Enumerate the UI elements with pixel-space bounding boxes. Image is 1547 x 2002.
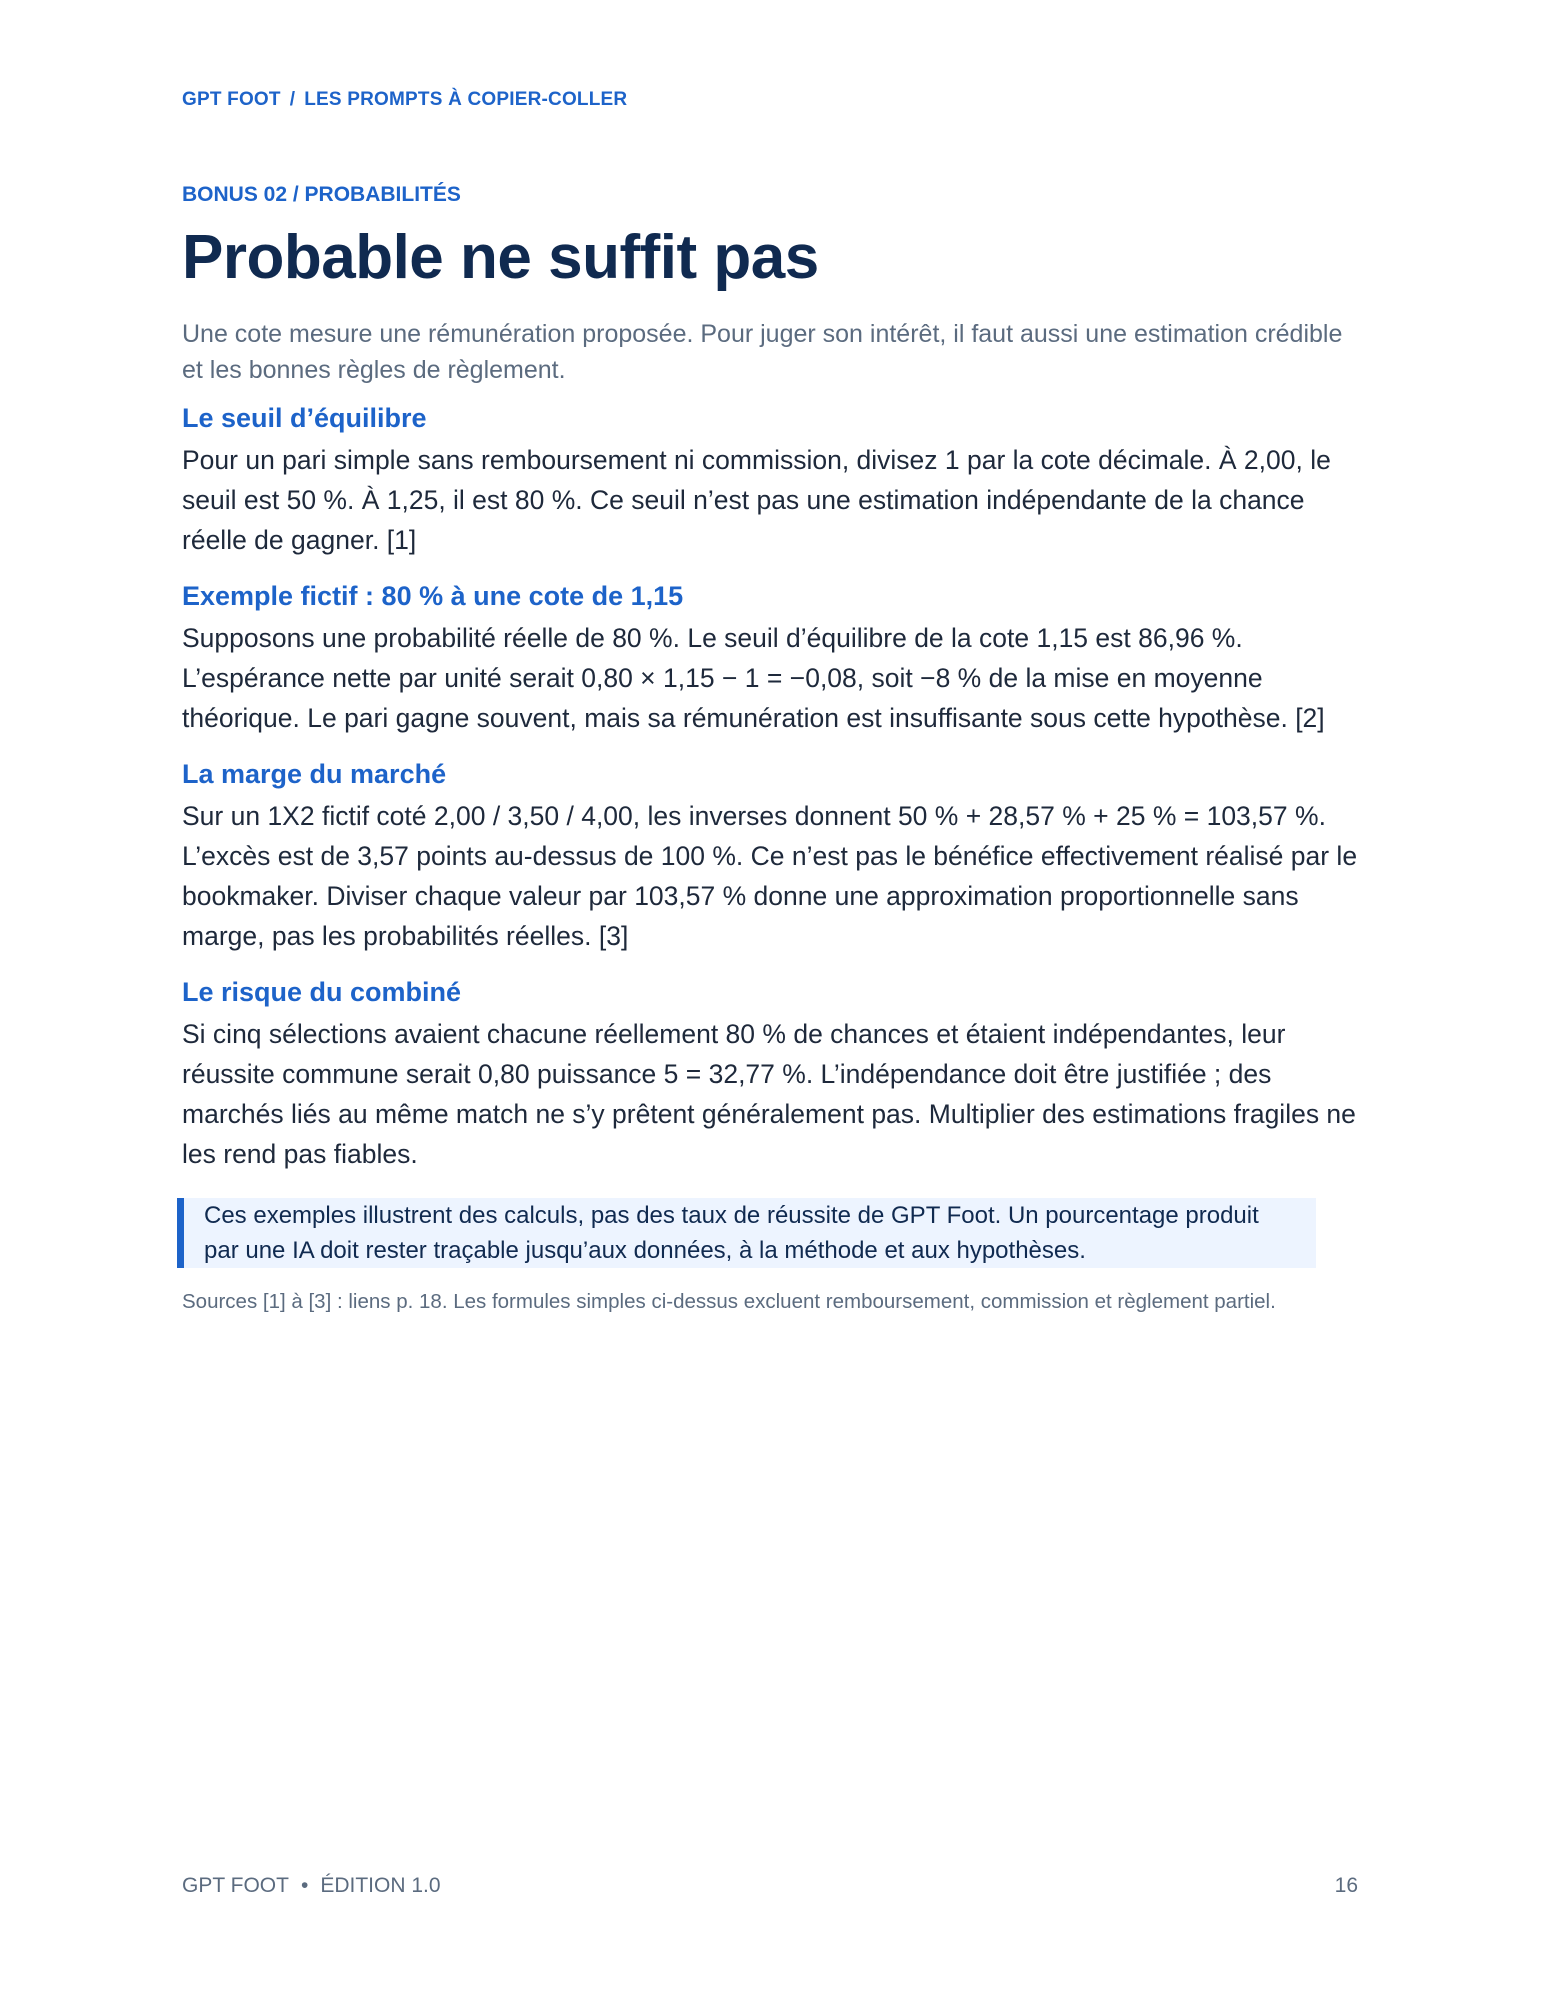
document-page (182, 0, 1362, 2002)
sources-note: Sources [1] à [3] : liens p. 18. Les formules simples ci-dessus excluent remboursement, commission et règlement partiel. (182, 1290, 1276, 1313)
breadcrumb-item: LES PROMPTS À COPIER-COLLER (304, 89, 628, 110)
breadcrumb-item: GPT FOOT (182, 89, 281, 110)
footer-edition (182, 1874, 441, 1898)
section-fictional-example (182, 578, 1362, 738)
section-heading: Le seuil d’équilibre (182, 403, 427, 433)
section-body: Si cinq sélections avaient chacune réellement 80 % de chances et étaient indépendantes, leur réussite commune serait 0,80 puissance 5 = 32,77 %. L’indépendance doit être justifiée ; des marchés liés au même match ne s’y prêtent généralement pas. Multiplier des estimations fragiles ne les rend pas fiables. (182, 1019, 1356, 1169)
footer-brand: GPT FOOT (182, 1874, 289, 1897)
section-body: Pour un pari simple sans remboursement ni commission, divisez 1 par la cote décimale. À 2,00, le seuil est 50 %. À 1,25, il est 80 %. Ce seuil n’est pas une estimation indépendante de la chance réelle de gagner. [1] (182, 445, 1331, 555)
callout-box (177, 1198, 1316, 1268)
page-title: Probable ne suffit pas (182, 223, 819, 292)
section-heading: La marge du marché (182, 759, 447, 789)
breadcrumb-separator: / (289, 89, 296, 110)
page-footer (182, 1874, 1358, 1898)
callout-text: Ces exemples illustrent des calculs, pas des taux de réussite de GPT Foot. Un pourcentage produit par une IA doit rester traçable jusqu’aux données, à la méthode et aux hypothèses. (204, 1202, 1259, 1264)
main-content (182, 182, 1362, 1338)
section-combined-risk (182, 974, 1362, 1174)
section-heading: Le risque du combiné (182, 977, 462, 1007)
footer-edition-label: ÉDITION 1.0 (320, 1874, 441, 1897)
section-market-margin (182, 756, 1362, 956)
breadcrumb (182, 89, 627, 111)
section-body: Supposons une probabilité réelle de 80 %. Le seuil d’équilibre de la cote 1,15 est 86,96 %. L’espérance nette par unité serait 0,80 × 1,15 − 1 = −0,08, soit −8 % de la mise en moyenne théorique. Le pari gagne souvent, mais sa rémunération est insuffisante sous cette hypothèse. [2] (182, 623, 1325, 733)
footer-bullet: • (300, 1874, 309, 1897)
section-body: Sur un 1X2 fictif coté 2,00 / 3,50 / 4,00, les inverses donnent 50 % + 28,57 % + 25 % = 103,57 %. L’excès est de 3,57 points au-dessus de 100 %. Ce n’est pas le bénéfice effectivement réalisé par le bookmaker. Diviser chaque valeur par 103,57 % donne une approximation proportionnelle sans marge, pas les probabilités réelles. [3] (182, 801, 1358, 951)
section-heading: Exemple fictif : 80 % à une cote de 1,15 (182, 581, 684, 611)
page-number: 16 (1334, 1874, 1358, 1897)
section-kicker: BONUS 02 / PROBABILITÉS (182, 183, 461, 206)
section-break-even (182, 400, 1362, 560)
lead-paragraph: Une cote mesure une rémunération proposée. Pour juger son intérêt, il faut aussi une estimation crédible et les bonnes règles de règlement. (182, 320, 1343, 384)
